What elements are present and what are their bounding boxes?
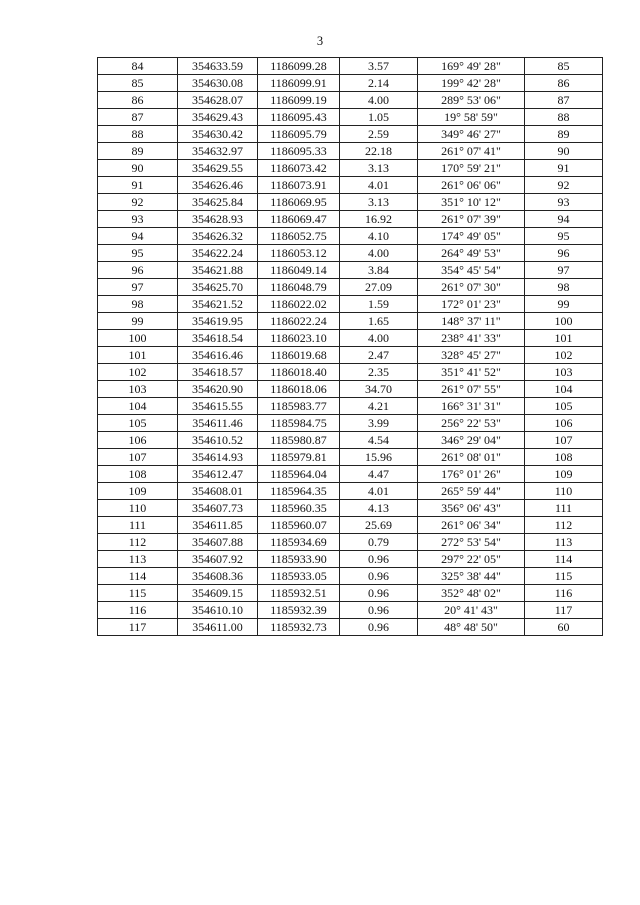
point-number-cell: 102: [98, 364, 178, 381]
distance-cell: 0.79: [340, 534, 418, 551]
next-point-cell: 116: [525, 585, 603, 602]
x-coordinate-cell: 354630.42: [178, 126, 258, 143]
table-row: [98, 109, 603, 126]
point-number-cell: 93: [98, 211, 178, 228]
x-coordinate-cell: 354616.46: [178, 347, 258, 364]
point-number-cell: 112: [98, 534, 178, 551]
distance-cell: 4.21: [340, 398, 418, 415]
table-row: [98, 466, 603, 483]
x-coordinate-cell: 354610.10: [178, 602, 258, 619]
next-point-cell: 87: [525, 92, 603, 109]
point-number-cell: 98: [98, 296, 178, 313]
point-number-cell: 110: [98, 500, 178, 517]
point-number-cell: 85: [98, 75, 178, 92]
x-coordinate-cell: 354609.15: [178, 585, 258, 602]
next-point-cell: 117: [525, 602, 603, 619]
point-number-cell: 105: [98, 415, 178, 432]
bearing-cell: 172° 01' 23": [418, 296, 525, 313]
bearing-cell: 351° 41' 52": [418, 364, 525, 381]
x-coordinate-cell: 354632.97: [178, 143, 258, 160]
y-coordinate-cell: 1185964.35: [258, 483, 340, 500]
y-coordinate-cell: 1185932.39: [258, 602, 340, 619]
x-coordinate-cell: 354612.47: [178, 466, 258, 483]
bearing-cell: 48° 48' 50": [418, 619, 525, 636]
y-coordinate-cell: 1186073.91: [258, 177, 340, 194]
bearing-cell: 261° 07' 30": [418, 279, 525, 296]
point-number-cell: 89: [98, 143, 178, 160]
bearing-cell: 176° 01' 26": [418, 466, 525, 483]
next-point-cell: 99: [525, 296, 603, 313]
point-number-cell: 90: [98, 160, 178, 177]
y-coordinate-cell: 1185979.81: [258, 449, 340, 466]
x-coordinate-cell: 354629.55: [178, 160, 258, 177]
distance-cell: 2.14: [340, 75, 418, 92]
x-coordinate-cell: 354633.59: [178, 58, 258, 75]
distance-cell: 4.01: [340, 483, 418, 500]
point-number-cell: 100: [98, 330, 178, 347]
y-coordinate-cell: 1186099.91: [258, 75, 340, 92]
bearing-cell: 20° 41' 43": [418, 602, 525, 619]
x-coordinate-cell: 354621.88: [178, 262, 258, 279]
bearing-cell: 170° 59' 21": [418, 160, 525, 177]
distance-cell: 0.96: [340, 602, 418, 619]
distance-cell: 3.84: [340, 262, 418, 279]
point-number-cell: 114: [98, 568, 178, 585]
point-number-cell: 101: [98, 347, 178, 364]
next-point-cell: 111: [525, 500, 603, 517]
distance-cell: 3.13: [340, 194, 418, 211]
coordinates-table-body: [98, 58, 603, 636]
bearing-cell: 261° 07' 41": [418, 143, 525, 160]
y-coordinate-cell: 1186069.95: [258, 194, 340, 211]
next-point-cell: 95: [525, 228, 603, 245]
next-point-cell: 88: [525, 109, 603, 126]
next-point-cell: 91: [525, 160, 603, 177]
table-row: [98, 296, 603, 313]
point-number-cell: 87: [98, 109, 178, 126]
y-coordinate-cell: 1186022.24: [258, 313, 340, 330]
distance-cell: 4.13: [340, 500, 418, 517]
point-number-cell: 116: [98, 602, 178, 619]
x-coordinate-cell: 354615.55: [178, 398, 258, 415]
distance-cell: 15.96: [340, 449, 418, 466]
x-coordinate-cell: 354620.90: [178, 381, 258, 398]
table-row: [98, 415, 603, 432]
table-row: [98, 211, 603, 228]
distance-cell: 3.57: [340, 58, 418, 75]
distance-cell: 0.96: [340, 551, 418, 568]
y-coordinate-cell: 1186073.42: [258, 160, 340, 177]
y-coordinate-cell: 1186052.75: [258, 228, 340, 245]
distance-cell: 2.47: [340, 347, 418, 364]
y-coordinate-cell: 1185932.51: [258, 585, 340, 602]
next-point-cell: 114: [525, 551, 603, 568]
distance-cell: 25.69: [340, 517, 418, 534]
y-coordinate-cell: 1186095.43: [258, 109, 340, 126]
bearing-cell: 356° 06' 43": [418, 500, 525, 517]
next-point-cell: 85: [525, 58, 603, 75]
table-row: [98, 58, 603, 75]
x-coordinate-cell: 354619.95: [178, 313, 258, 330]
table-row: [98, 228, 603, 245]
point-number-cell: 92: [98, 194, 178, 211]
point-number-cell: 108: [98, 466, 178, 483]
table-row: [98, 313, 603, 330]
next-point-cell: 93: [525, 194, 603, 211]
table-row: [98, 330, 603, 347]
y-coordinate-cell: 1186048.79: [258, 279, 340, 296]
y-coordinate-cell: 1186069.47: [258, 211, 340, 228]
table-row: [98, 245, 603, 262]
next-point-cell: 86: [525, 75, 603, 92]
bearing-cell: 148° 37' 11": [418, 313, 525, 330]
next-point-cell: 109: [525, 466, 603, 483]
table-row: [98, 551, 603, 568]
bearing-cell: 261° 08' 01": [418, 449, 525, 466]
table-row: [98, 160, 603, 177]
table-row: [98, 585, 603, 602]
point-number-cell: 104: [98, 398, 178, 415]
point-number-cell: 97: [98, 279, 178, 296]
y-coordinate-cell: 1186018.06: [258, 381, 340, 398]
table-row: [98, 568, 603, 585]
table-row: [98, 92, 603, 109]
y-coordinate-cell: 1185964.04: [258, 466, 340, 483]
y-coordinate-cell: 1186049.14: [258, 262, 340, 279]
table-row: [98, 279, 603, 296]
bearing-cell: 174° 49' 05": [418, 228, 525, 245]
next-point-cell: 108: [525, 449, 603, 466]
y-coordinate-cell: 1186022.02: [258, 296, 340, 313]
distance-cell: 4.01: [340, 177, 418, 194]
bearing-cell: 166° 31' 31": [418, 398, 525, 415]
table-row: [98, 619, 603, 636]
x-coordinate-cell: 354608.36: [178, 568, 258, 585]
bearing-cell: 261° 06' 34": [418, 517, 525, 534]
x-coordinate-cell: 354608.01: [178, 483, 258, 500]
table-row: [98, 364, 603, 381]
bearing-cell: 238° 41' 33": [418, 330, 525, 347]
next-point-cell: 101: [525, 330, 603, 347]
point-number-cell: 107: [98, 449, 178, 466]
distance-cell: 4.54: [340, 432, 418, 449]
next-point-cell: 89: [525, 126, 603, 143]
y-coordinate-cell: 1185980.87: [258, 432, 340, 449]
point-number-cell: 88: [98, 126, 178, 143]
x-coordinate-cell: 354628.07: [178, 92, 258, 109]
x-coordinate-cell: 354630.08: [178, 75, 258, 92]
next-point-cell: 94: [525, 211, 603, 228]
point-number-cell: 109: [98, 483, 178, 500]
point-number-cell: 106: [98, 432, 178, 449]
point-number-cell: 94: [98, 228, 178, 245]
x-coordinate-cell: 354626.32: [178, 228, 258, 245]
point-number-cell: 91: [98, 177, 178, 194]
table-row: [98, 602, 603, 619]
next-point-cell: 96: [525, 245, 603, 262]
table-row: [98, 143, 603, 160]
next-point-cell: 60: [525, 619, 603, 636]
next-point-cell: 115: [525, 568, 603, 585]
next-point-cell: 112: [525, 517, 603, 534]
point-number-cell: 86: [98, 92, 178, 109]
y-coordinate-cell: 1185932.73: [258, 619, 340, 636]
distance-cell: 0.96: [340, 585, 418, 602]
bearing-cell: 19° 58' 59": [418, 109, 525, 126]
point-number-cell: 95: [98, 245, 178, 262]
point-number-cell: 111: [98, 517, 178, 534]
next-point-cell: 103: [525, 364, 603, 381]
x-coordinate-cell: 354625.70: [178, 279, 258, 296]
x-coordinate-cell: 354607.73: [178, 500, 258, 517]
next-point-cell: 106: [525, 415, 603, 432]
x-coordinate-cell: 354611.00: [178, 619, 258, 636]
bearing-cell: 261° 06' 06": [418, 177, 525, 194]
point-number-cell: 117: [98, 619, 178, 636]
bearing-cell: 289° 53' 06": [418, 92, 525, 109]
bearing-cell: 256° 22' 53": [418, 415, 525, 432]
x-coordinate-cell: 354614.93: [178, 449, 258, 466]
x-coordinate-cell: 354625.84: [178, 194, 258, 211]
y-coordinate-cell: 1186023.10: [258, 330, 340, 347]
next-point-cell: 98: [525, 279, 603, 296]
next-point-cell: 104: [525, 381, 603, 398]
bearing-cell: 199° 42' 28": [418, 75, 525, 92]
distance-cell: 4.47: [340, 466, 418, 483]
bearing-cell: 346° 29' 04": [418, 432, 525, 449]
distance-cell: 1.05: [340, 109, 418, 126]
distance-cell: 3.13: [340, 160, 418, 177]
distance-cell: 4.00: [340, 92, 418, 109]
y-coordinate-cell: 1186095.33: [258, 143, 340, 160]
table-row: [98, 517, 603, 534]
bearing-cell: 349° 46' 27": [418, 126, 525, 143]
bearing-cell: 351° 10' 12": [418, 194, 525, 211]
y-coordinate-cell: 1185984.75: [258, 415, 340, 432]
next-point-cell: 105: [525, 398, 603, 415]
table-row: [98, 262, 603, 279]
x-coordinate-cell: 354618.54: [178, 330, 258, 347]
next-point-cell: 100: [525, 313, 603, 330]
x-coordinate-cell: 354628.93: [178, 211, 258, 228]
page-number: 3: [316, 34, 324, 48]
point-number-cell: 115: [98, 585, 178, 602]
bearing-cell: 325° 38' 44": [418, 568, 525, 585]
distance-cell: 2.59: [340, 126, 418, 143]
x-coordinate-cell: 354607.88: [178, 534, 258, 551]
bearing-cell: 169° 49' 28": [418, 58, 525, 75]
table-row: [98, 500, 603, 517]
distance-cell: 4.00: [340, 330, 418, 347]
distance-cell: 27.09: [340, 279, 418, 296]
y-coordinate-cell: 1185960.07: [258, 517, 340, 534]
bearing-cell: 265° 59' 44": [418, 483, 525, 500]
distance-cell: 1.65: [340, 313, 418, 330]
x-coordinate-cell: 354610.52: [178, 432, 258, 449]
y-coordinate-cell: 1186099.19: [258, 92, 340, 109]
table-row: [98, 381, 603, 398]
y-coordinate-cell: 1186019.68: [258, 347, 340, 364]
y-coordinate-cell: 1186099.28: [258, 58, 340, 75]
y-coordinate-cell: 1185960.35: [258, 500, 340, 517]
bearing-cell: 261° 07' 39": [418, 211, 525, 228]
next-point-cell: 113: [525, 534, 603, 551]
y-coordinate-cell: 1186095.79: [258, 126, 340, 143]
x-coordinate-cell: 354607.92: [178, 551, 258, 568]
table-row: [98, 126, 603, 143]
x-coordinate-cell: 354626.46: [178, 177, 258, 194]
bearing-cell: 354° 45' 54": [418, 262, 525, 279]
x-coordinate-cell: 354622.24: [178, 245, 258, 262]
bearing-cell: 352° 48' 02": [418, 585, 525, 602]
bearing-cell: 264° 49' 53": [418, 245, 525, 262]
distance-cell: 0.96: [340, 619, 418, 636]
next-point-cell: 110: [525, 483, 603, 500]
point-number-cell: 84: [98, 58, 178, 75]
table-row: [98, 398, 603, 415]
table-row: [98, 177, 603, 194]
table-row: [98, 534, 603, 551]
coordinates-table: [97, 57, 603, 636]
bearing-cell: 272° 53' 54": [418, 534, 525, 551]
next-point-cell: 92: [525, 177, 603, 194]
next-point-cell: 107: [525, 432, 603, 449]
table-row: [98, 194, 603, 211]
y-coordinate-cell: 1185933.05: [258, 568, 340, 585]
next-point-cell: 90: [525, 143, 603, 160]
x-coordinate-cell: 354621.52: [178, 296, 258, 313]
y-coordinate-cell: 1185933.90: [258, 551, 340, 568]
x-coordinate-cell: 354611.85: [178, 517, 258, 534]
point-number-cell: 96: [98, 262, 178, 279]
y-coordinate-cell: 1186018.40: [258, 364, 340, 381]
table-row: [98, 347, 603, 364]
x-coordinate-cell: 354611.46: [178, 415, 258, 432]
table-row: [98, 483, 603, 500]
distance-cell: 1.59: [340, 296, 418, 313]
bearing-cell: 328° 45' 27": [418, 347, 525, 364]
next-point-cell: 102: [525, 347, 603, 364]
distance-cell: 2.35: [340, 364, 418, 381]
y-coordinate-cell: 1186053.12: [258, 245, 340, 262]
table-row: [98, 75, 603, 92]
point-number-cell: 113: [98, 551, 178, 568]
bearing-cell: 261° 07' 55": [418, 381, 525, 398]
y-coordinate-cell: 1185983.77: [258, 398, 340, 415]
distance-cell: 0.96: [340, 568, 418, 585]
x-coordinate-cell: 354629.43: [178, 109, 258, 126]
point-number-cell: 99: [98, 313, 178, 330]
distance-cell: 34.70: [340, 381, 418, 398]
distance-cell: 3.99: [340, 415, 418, 432]
next-point-cell: 97: [525, 262, 603, 279]
distance-cell: 22.18: [340, 143, 418, 160]
distance-cell: 16.92: [340, 211, 418, 228]
distance-cell: 4.00: [340, 245, 418, 262]
x-coordinate-cell: 354618.57: [178, 364, 258, 381]
y-coordinate-cell: 1185934.69: [258, 534, 340, 551]
bearing-cell: 297° 22' 05": [418, 551, 525, 568]
point-number-cell: 103: [98, 381, 178, 398]
table-row: [98, 432, 603, 449]
distance-cell: 4.10: [340, 228, 418, 245]
table-row: [98, 449, 603, 466]
